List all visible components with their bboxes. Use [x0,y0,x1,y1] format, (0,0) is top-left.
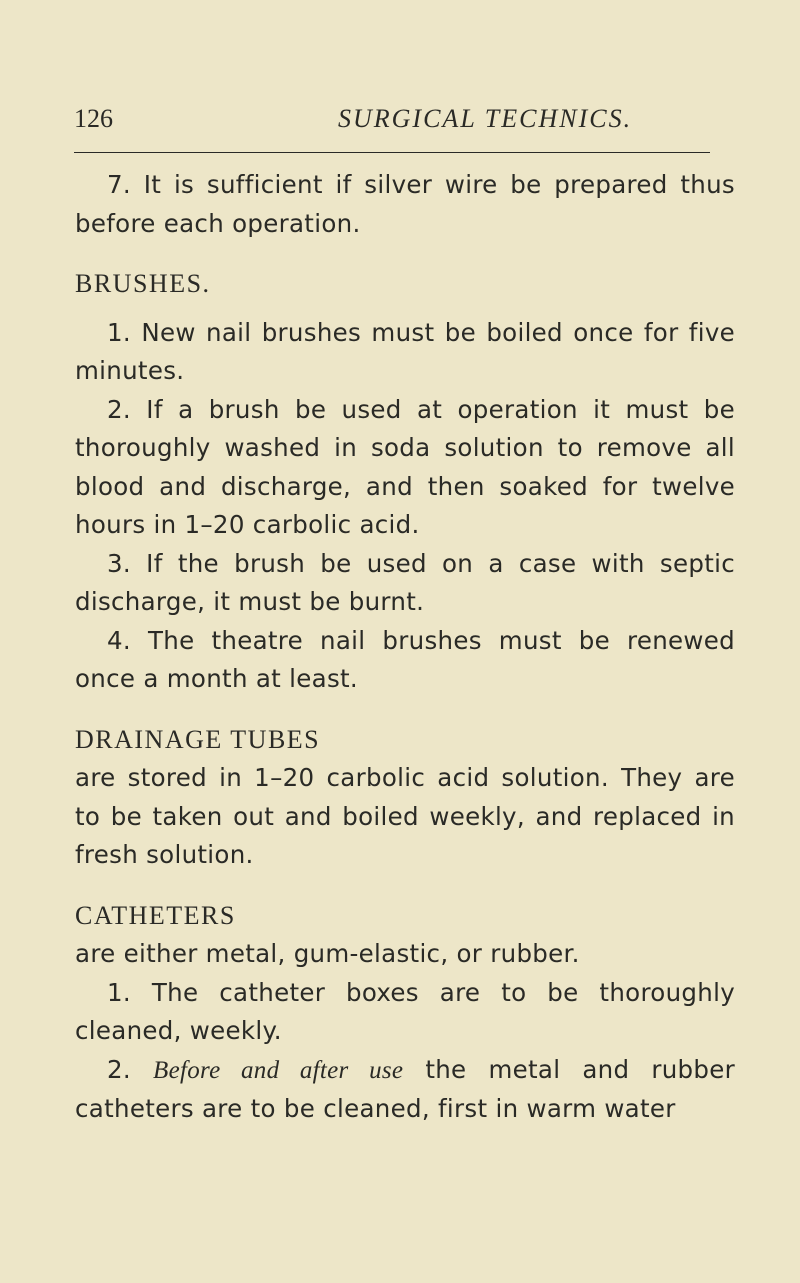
brushes-item-1: 1. New nail brushes must be boiled once for five minutes. [75,317,735,385]
heading-catheters: CATHETERS [75,900,236,930]
page-body [75,166,735,1129]
brushes-item-4: 4. The theatre nail brushes must be renewed once a month at least. [75,625,735,693]
page-number: 126 [74,104,113,133]
brushes-item-2: 2. If a brush be used at operation it must be thoroughly washed in soda solution to remove all blood and discharge, and then soaked for twelve hours in 1–20 carbolic acid. [75,394,735,539]
page-header [74,104,734,140]
catheters-item-1: 1. The catheter boxes are to be thoroughly cleaned, weekly. [75,977,735,1045]
drainage-paragraph: are stored in 1–20 carbolic acid solution. They are to be taken out and boiled weekly, and replaced in fresh solution. [75,763,735,869]
catheters-item-2 [75,1051,735,1129]
catheters-item-2-prefix: 2. [107,1054,153,1084]
header-rule [74,152,710,153]
catheters-item-2-emphasis: Before and after use [153,1056,404,1084]
catheters-intro: are either metal, gum-elastic, or rubber. [75,939,580,968]
brushes-item-3: 3. If the brush be used on a case with septic discharge, it must be burnt. [75,548,735,616]
heading-brushes: BRUSHES. [75,269,211,298]
running-title: SURGICAL TECHNICS. [338,104,633,133]
catheters-item-2-text: the metal and rubber catheters are to be cleaned, first in warm water [75,1054,735,1123]
heading-drainage-tubes: DRAINAGE TUBES [75,724,321,754]
paragraph-item-7: 7. It is sufficient if silver wire be prepared thus before each operation. [75,170,735,238]
